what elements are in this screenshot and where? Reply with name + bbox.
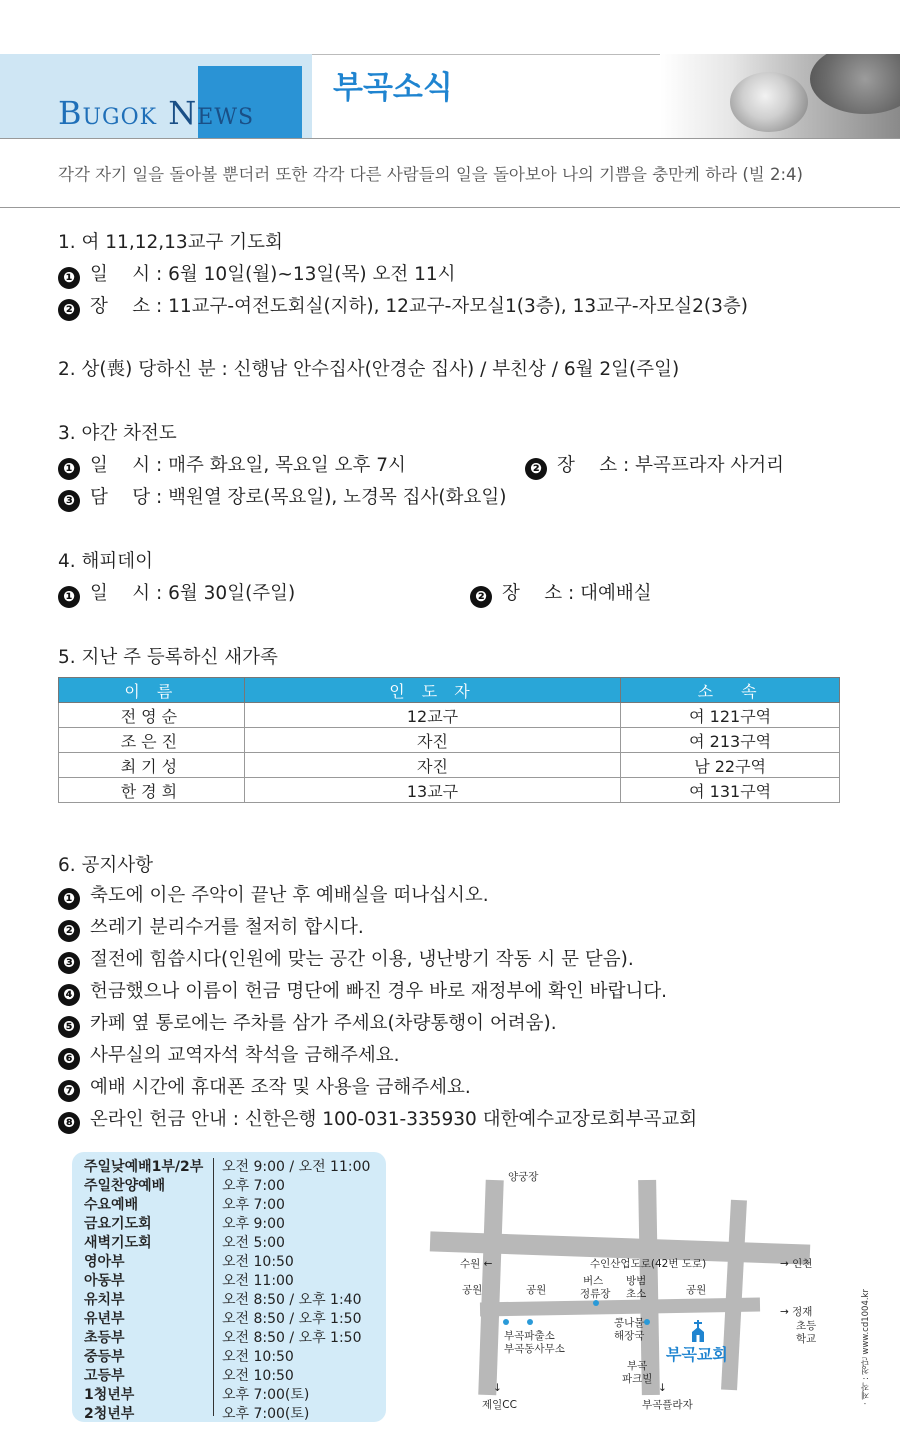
notice-text: 쓰레기 분리수거를 철저히 합시다. [90,917,364,938]
map-label: 공원 [526,1284,547,1296]
table-header-row [59,678,840,703]
schedule-name: 고등부 [84,1368,125,1384]
map-label: 수인산업도로(42번 도로) [590,1258,707,1270]
lead-label: 담 당 : [90,487,163,508]
brand-first: Bugok [58,94,169,132]
place-value: 11교구-여전도회실(지하), 12교구-자모실1(3층), 13교구-자모실2(3층) [168,296,748,317]
cell-name: 조은진 [59,728,245,753]
schedule-name: 2청년부 [84,1406,135,1422]
bullet-5-icon: ❺ [58,1016,80,1038]
section-1-title: 1. 여 11,12,13교구 기도회 [58,232,283,253]
cell-group: 여 213구역 [621,728,840,753]
notice-text: 사무실의 교역자석 착석을 금해주세요. [90,1045,400,1066]
church-icon [690,1320,706,1342]
schedule-time: 오후 7:00 [222,1178,285,1194]
bullet-3-icon: ❸ [58,952,80,974]
section-4-date-row [58,579,295,608]
section-3-lead-row [58,483,506,512]
police-marker [503,1319,509,1325]
map-label: 공원 [686,1284,707,1296]
schedule-time: 오전 5:00 [222,1235,285,1251]
map-label: 파크빌 [622,1373,653,1385]
notice-item [58,977,667,1006]
header-stone-image [660,54,900,138]
schedule-name: 수요예배 [84,1197,139,1213]
schedule-time: 오후 7:00(토) [222,1406,310,1422]
section-3-title: 3. 야간 차전도 [58,423,177,444]
place-value: 대예배실 [580,583,652,604]
bus-stop-marker [593,1300,599,1306]
map-label: 방범 [626,1275,647,1287]
schedule-divider [213,1158,214,1416]
section-3-date-row [58,451,406,480]
schedule-time: 오전 8:50 / 오후 1:50 [222,1311,362,1327]
schedule-name: 새벽기도회 [84,1235,152,1251]
map-label: → 인천 [780,1258,813,1270]
map-label: → 정재 [780,1306,813,1318]
place-label: 장 소 : [557,455,630,476]
place-label: 장 소 : [90,296,163,317]
bullet-2-icon: ❷ [58,299,80,321]
stone-shape [810,54,900,114]
new-family-table [58,677,840,803]
bullet-1-icon: ❶ [58,888,80,910]
schedule-name: 유년부 [84,1311,125,1327]
section-5-title: 5. 지난 주 등록하신 새가족 [58,647,278,668]
schedule-time: 오전 9:00 / 오전 11:00 [222,1159,371,1175]
notice-item [58,913,364,942]
map-arrow: ↓ [493,1382,502,1394]
notice-text: 절전에 힘씁시다(인원에 맞는 공간 이용, 냉난방기 작동 시 문 닫음). [90,949,634,970]
map-label: 양궁장 [508,1171,539,1183]
bullet-2-icon: ❷ [525,458,547,480]
notice-item [58,1009,557,1038]
place-label: 장 소 : [502,583,575,604]
notice-item [58,881,489,910]
section-4-place-row [470,579,652,608]
schedule-name: 영아부 [84,1254,125,1270]
date-value: 6월 10일(월)~13일(목) 오전 11시 [168,264,456,285]
cell-group: 남 22구역 [621,753,840,778]
notice-item [58,1073,471,1102]
map-label: 콩나물 [614,1317,645,1329]
map-label: 수원 ← [460,1258,493,1270]
cell-guide: 자진 [244,753,620,778]
map-label: 초소 [626,1288,647,1300]
bullet-2-icon: ❷ [58,920,80,942]
section-6-title: 6. 공지사항 [58,855,154,876]
section-1-date-row [58,260,456,289]
bullet-4-icon: ❹ [58,984,80,1006]
map-label: 정류장 [580,1288,611,1300]
schedule-name: 중등부 [84,1349,125,1365]
header [0,54,900,138]
map-road-horizontal [480,1298,760,1317]
notice-item [58,1041,399,1070]
schedule-time: 오전 10:50 [222,1368,294,1384]
bible-verse: 각각 자기 일을 돌아볼 뿐더러 또한 각각 다른 사람들의 일을 돌아보아 나의 기쁨을 충만케 하라 (빌 2:4) [58,165,803,184]
table-row [59,728,840,753]
date-value: 6월 30일(주일) [168,583,296,604]
cell-group: 여 131구역 [621,778,840,803]
brand-second: News [168,94,255,132]
schedule-time: 오전 10:50 [222,1254,294,1270]
worship-schedule [72,1152,386,1422]
cell-name: 한경희 [59,778,245,803]
date-label: 일 시 : [90,583,163,604]
cell-name: 최기성 [59,753,245,778]
bullet-8-icon: ❽ [58,1112,80,1134]
date-label: 일 시 : [90,455,163,476]
table-row [59,753,840,778]
schedule-time: 오전 10:50 [222,1349,294,1365]
schedule-name: 유치부 [84,1292,125,1308]
verse-rule [0,207,900,208]
section-1-place-row [58,292,748,321]
notice-text: 카페 옆 통로에는 주차를 삼가 주세요(차량통행이 어려움). [90,1013,557,1034]
schedule-time: 오후 7:00(토) [222,1387,310,1403]
map-label: 부곡동사무소 [504,1343,565,1355]
church-label: 부곡교회 [666,1345,728,1364]
lead-value: 백원열 장로(목요일), 노경목 집사(화요일) [168,487,507,508]
notice-item [58,945,634,974]
notice-text: 축도에 이은 주악이 끝난 후 예배실을 떠나십시오. [90,885,489,906]
schedule-name: 금요기도회 [84,1216,152,1232]
map-label: 버스 [583,1275,604,1287]
map-label: 부곡파출소 [504,1330,555,1342]
notice-text: 온라인 헌금 안내 : 신한은행 100-031-335930 대한예수교장로회부곡교회 [90,1109,698,1130]
date-value: 매주 화요일, 목요일 오후 7시 [168,455,406,476]
map-label: 학교 [796,1333,817,1345]
restaurant-marker [644,1319,650,1325]
map-label: 초등 [796,1320,817,1332]
map-arrow: ↓ [658,1382,667,1394]
stone-shape [730,72,808,132]
notice-text: 헌금했으나 이름이 헌금 명단에 빠진 경우 바로 재정부에 확인 바랍니다. [90,981,668,1002]
bullet-7-icon: ❼ [58,1080,80,1102]
credit-text: · 제작 : 청단 www.cd1004.kr [861,1289,871,1405]
page-title: 부곡소식 [333,70,453,106]
schedule-time: 오후 9:00 [222,1216,285,1232]
cell-guide: 자진 [244,728,620,753]
location-map [430,1170,830,1430]
cell-name: 전영순 [59,703,245,728]
column-header-name: 이 름 [59,678,245,703]
bullet-1-icon: ❶ [58,458,80,480]
bullet-3-icon: ❸ [58,490,80,512]
schedule-time: 오후 7:00 [222,1197,285,1213]
header-rule [0,138,900,139]
section-4-title: 4. 해피데이 [58,551,154,572]
section-2-row [58,355,679,381]
section-2-title: 2. 상(喪) 당하신 분 : [58,359,228,380]
map-label: 부곡 [627,1360,648,1372]
table-row [59,703,840,728]
place-value: 부곡프라자 사거리 [635,455,784,476]
schedule-name: 1청년부 [84,1387,135,1403]
schedule-name: 주일낮예배1부/2부 [84,1159,204,1175]
schedule-time: 오전 8:50 / 오후 1:40 [222,1292,362,1308]
bullet-2-icon: ❷ [470,586,492,608]
bullet-1-icon: ❶ [58,586,80,608]
schedule-name: 주일찬양예배 [84,1178,166,1194]
section-2-value: 신행남 안수집사(안경순 집사) / 부친상 / 6월 2일(주일) [233,359,680,380]
cell-guide: 12교구 [244,703,620,728]
schedule-name: 초등부 [84,1330,125,1346]
map-label: 제일CC [482,1399,517,1411]
cell-guide: 13교구 [244,778,620,803]
bullet-6-icon: ❻ [58,1048,80,1070]
map-label: 부곡플라자 [642,1399,693,1411]
notice-text: 예배 시간에 휴대폰 조작 및 사용을 금해주세요. [90,1077,471,1098]
schedule-time: 오전 11:00 [222,1273,294,1289]
date-label: 일 시 : [90,264,163,285]
section-3-place-row [525,451,784,480]
map-label: 공원 [462,1284,483,1296]
column-header-guide: 인 도 자 [244,678,620,703]
office-marker [527,1319,533,1325]
brand-logo [58,94,254,132]
schedule-time: 오전 8:50 / 오후 1:50 [222,1330,362,1346]
notice-item [58,1105,697,1134]
table-row [59,778,840,803]
cell-group: 여 121구역 [621,703,840,728]
schedule-name: 아동부 [84,1273,125,1289]
bullet-1-icon: ❶ [58,267,80,289]
map-label: 해장국 [614,1330,645,1342]
column-header-group: 소 속 [621,678,840,703]
